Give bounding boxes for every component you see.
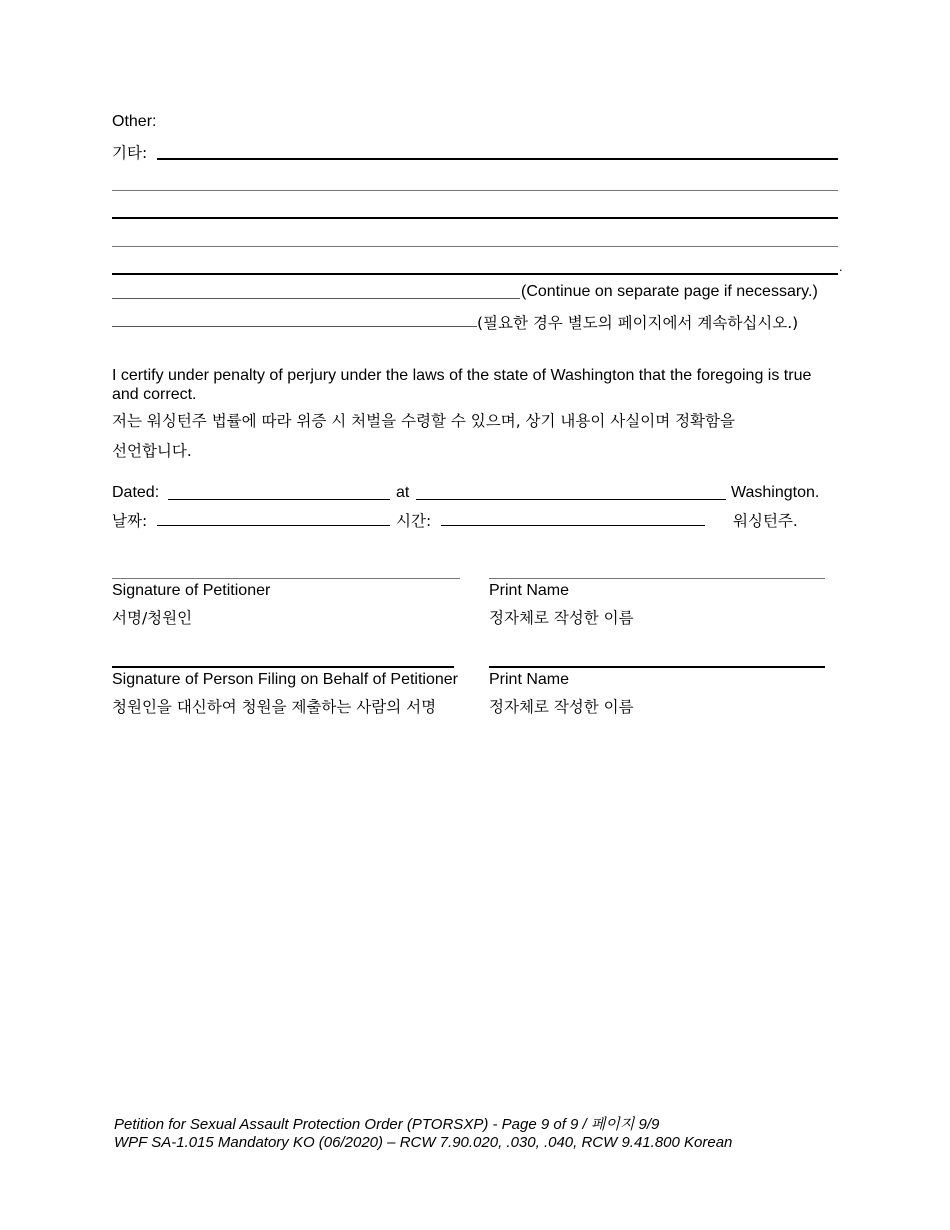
petitioner-signature-label: Signature of Petitioner bbox=[112, 582, 271, 599]
at-label-ko: 시간: bbox=[396, 512, 432, 530]
petitioner-signature-line[interactable] bbox=[112, 578, 460, 579]
continue-note-en: (Continue on separate page if necessary.) bbox=[521, 283, 818, 300]
behalf-signature-label: Signature of Person Filing on Behalf of Petitioner bbox=[112, 671, 458, 688]
other-field-line-3[interactable] bbox=[112, 217, 838, 219]
other-field-line-7[interactable] bbox=[112, 326, 477, 327]
behalf-signature-label-ko: 청원인을 대신하여 청원을 제출하는 사람의 서명 bbox=[112, 698, 437, 716]
print-name-label-ko: 정자체로 작성한 이름 bbox=[489, 609, 634, 627]
continue-note-ko: (필요한 경우 별도의 페이지에서 계속하십시오.) bbox=[477, 314, 799, 332]
dated-input-ko[interactable] bbox=[157, 507, 390, 526]
certification-text-ko-2: 선언합니다. bbox=[112, 442, 192, 460]
certification-text-ko-1: 저는 워싱턴주 법률에 따라 위증 시 처벌을 수령할 수 있으며, 상기 내용이 사실이며 정확함을 bbox=[112, 412, 735, 430]
print-name-2-line[interactable] bbox=[489, 666, 825, 668]
dated-input[interactable] bbox=[168, 481, 390, 500]
other-field-line-2[interactable] bbox=[112, 190, 838, 191]
at-label: at bbox=[396, 484, 410, 501]
footer-line-1: Petition for Sexual Assault Protection Order (PTORSXP) - Page 9 of 9 / 페이지 9/9 bbox=[114, 1116, 660, 1133]
other-label: Other: bbox=[112, 113, 157, 130]
other-label-ko: 기타: bbox=[112, 144, 148, 162]
dated-label-ko: 날짜: bbox=[112, 512, 148, 530]
footer-line-2: WPF SA-1.015 Mandatory KO (06/2020) – RCW 7.90.020, .030, .040, RCW 9.41.800 Korean bbox=[114, 1134, 733, 1151]
other-field-line-4[interactable] bbox=[112, 246, 838, 247]
print-name-2-label-ko: 정자체로 작성한 이름 bbox=[489, 698, 634, 716]
print-name-2-label: Print Name bbox=[489, 671, 570, 688]
other-field-line-5[interactable] bbox=[112, 273, 838, 275]
other-field-line-1[interactable] bbox=[157, 140, 838, 160]
state-label: Washington. bbox=[731, 484, 820, 501]
city-input-ko[interactable] bbox=[441, 507, 705, 526]
state-label-ko: 워싱턴주. bbox=[733, 512, 798, 530]
certification-text-en: I certify under penalty of perjury under the laws of the state of Washington that the foregoing is true and correct. bbox=[112, 367, 812, 403]
end-period: . bbox=[839, 259, 843, 274]
other-field-line-6[interactable] bbox=[112, 298, 520, 299]
behalf-signature-line[interactable] bbox=[112, 666, 454, 668]
city-input[interactable] bbox=[416, 481, 726, 500]
print-name-line[interactable] bbox=[489, 578, 825, 579]
print-name-label: Print Name bbox=[489, 582, 570, 599]
petitioner-signature-label-ko: 서명/청원인 bbox=[112, 609, 193, 627]
dated-label: Dated: bbox=[112, 484, 160, 501]
